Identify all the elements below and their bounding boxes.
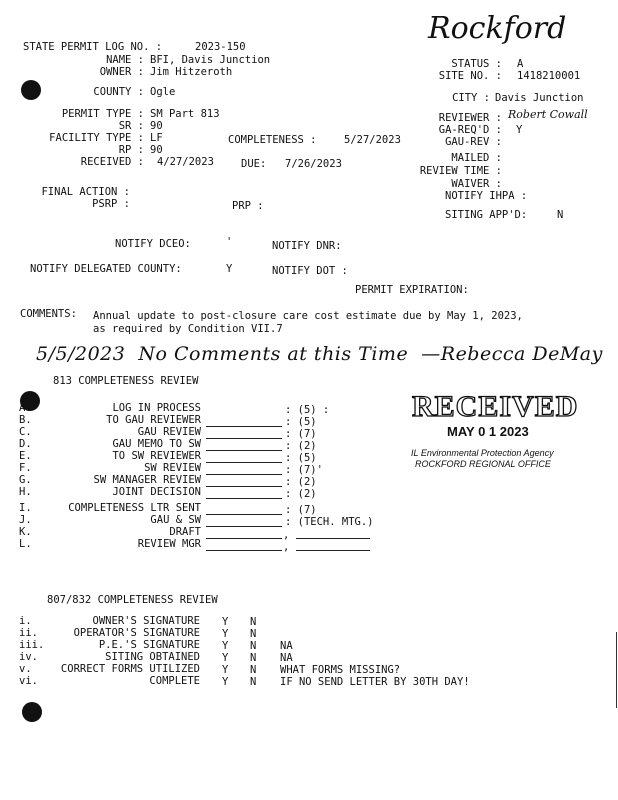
fill-line	[206, 450, 282, 451]
log-no: 2023-150	[195, 41, 246, 53]
fill-line	[206, 438, 282, 439]
stamp-office: ROCKFORD REGIONAL OFFICE	[415, 459, 551, 469]
due-date: 7/26/2023	[285, 158, 342, 170]
fill-line	[206, 526, 282, 527]
fill-line	[206, 514, 282, 515]
reviewer-label: REVIEWER :	[438, 112, 502, 124]
sr-value: 90	[150, 120, 163, 132]
received-date: 4/27/2023	[157, 156, 214, 168]
comments-label: COMMENTS:	[20, 308, 77, 320]
reviewer-handwritten: Robert Cowall	[508, 108, 588, 121]
ga-reqd-value: Y	[516, 124, 523, 136]
gau-rev-label: GAU-REV :	[445, 136, 502, 148]
fill-line	[206, 474, 282, 475]
fill-line	[296, 550, 370, 551]
fill-line	[296, 538, 370, 539]
facility-type-label: FACILITY TYPE :	[49, 132, 144, 144]
county-label: COUNTY :	[93, 86, 144, 98]
punch-hole-bottom	[22, 702, 42, 722]
city-label: CITY :	[452, 92, 490, 104]
permit-type-label: PERMIT TYPE :	[61, 108, 144, 120]
comments-line1: Annual update to post-closure care cost estimate due by May 1, 2023,	[93, 310, 523, 322]
notify-dnr-label: NOTIFY DNR:	[272, 240, 342, 252]
final-action-label: FINAL ACTION :	[41, 186, 130, 198]
notify-dceo-label: NOTIFY DCEO:	[115, 238, 191, 250]
rp-label: RP :	[118, 144, 144, 156]
status-value: A	[517, 58, 524, 70]
handwritten-comment: 5/5/2023 No Comments at this Time —Rebecca DeMay	[36, 343, 603, 365]
received-label: RECEIVED :	[80, 156, 144, 168]
stamp-date: MAY 0 1 2023	[447, 424, 529, 439]
due-label: DUE:	[241, 158, 267, 170]
mailed-label: MAILED :	[451, 152, 502, 164]
site-no-label: SITE NO. :	[438, 70, 502, 82]
fill-line	[206, 538, 282, 539]
handwritten-city: Rockford	[428, 11, 567, 46]
siting-value: N	[557, 209, 564, 221]
review-813-title: 813 COMPLETENESS REVIEW	[53, 375, 199, 387]
stamp-agency: IL Environmental Protection Agency	[411, 448, 554, 458]
page-edge-line	[616, 632, 617, 708]
review-807-title: 807/832 COMPLETENESS REVIEW	[47, 594, 218, 606]
rp-value: 90	[150, 144, 163, 156]
fill-line	[206, 486, 282, 487]
notify-delegated-value: Y	[226, 263, 233, 275]
permit-type-value: SM Part 813	[150, 108, 220, 120]
stamp-received: RECEIVED	[412, 390, 579, 423]
completeness-label: COMPLETENESS :	[228, 134, 317, 146]
ga-reqd-label: GA-REQ'D :	[438, 124, 502, 136]
fill-line	[206, 462, 282, 463]
owner-label: OWNER :	[99, 66, 144, 78]
psrp-label: PSRP :	[92, 198, 130, 210]
name-label: NAME :	[106, 54, 144, 66]
punch-hole-top	[21, 80, 41, 100]
waiver-label: WAIVER :	[451, 178, 502, 190]
fill-line	[206, 550, 282, 551]
fill-line	[206, 498, 282, 499]
facility-type-value: LF	[150, 132, 163, 144]
site-no-value: 1418210001	[517, 70, 581, 82]
notify-ihpa-label: NOTIFY IHPA :	[445, 190, 528, 202]
log-label: STATE PERMIT LOG NO. :	[23, 41, 163, 53]
sr-label: SR :	[118, 120, 144, 132]
status-label: STATUS :	[451, 58, 502, 70]
owner-name: Jim Hitzeroth	[150, 66, 233, 78]
facility-name: BFI, Davis Junction	[150, 54, 271, 66]
notify-dceo-value: '	[226, 236, 233, 248]
city-value: Davis Junction	[495, 92, 584, 104]
completeness-date: 5/27/2023	[344, 134, 401, 146]
siting-label: SITING APP'D:	[445, 209, 528, 221]
comments-line2: as required by Condition VII.7	[93, 323, 283, 335]
review-time-label: REVIEW TIME :	[419, 165, 502, 177]
permit-expiration-label: PERMIT EXPIRATION:	[355, 284, 469, 296]
prp-label: PRP :	[232, 200, 264, 212]
notify-delegated-label: NOTIFY DELEGATED COUNTY:	[30, 263, 182, 275]
county-value: Ogle	[150, 86, 176, 98]
fill-line	[206, 426, 282, 427]
notify-dot-label: NOTIFY DOT :	[272, 265, 348, 277]
